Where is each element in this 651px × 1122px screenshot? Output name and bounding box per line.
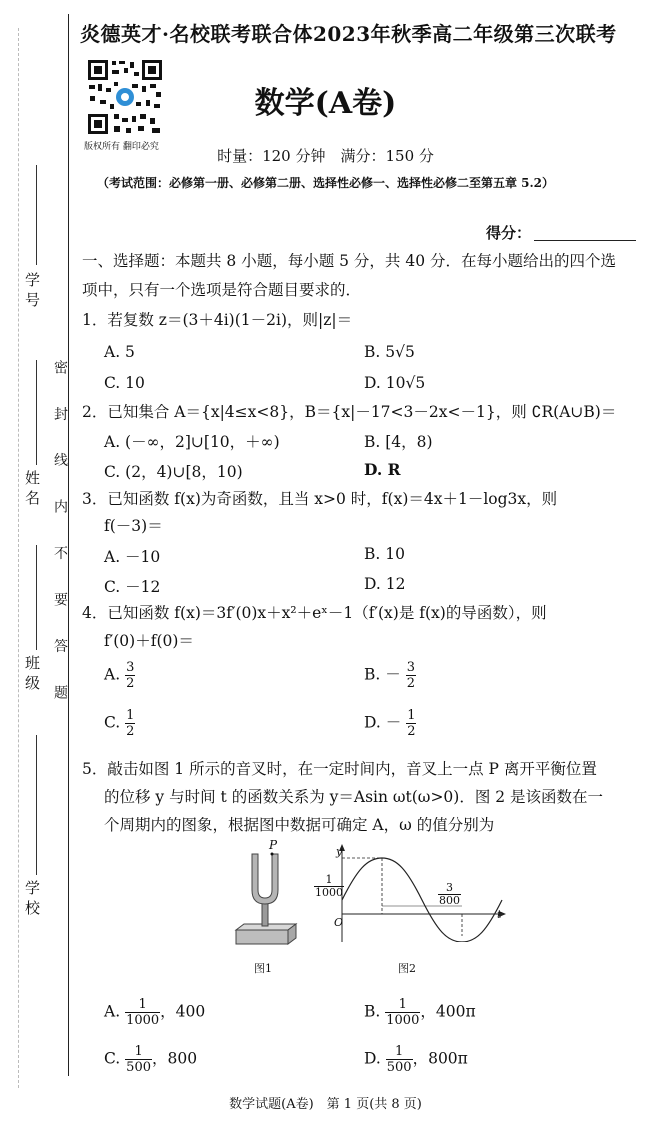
exam-title: 炎德英才·名校联考联合体2023年秋季高二年级第三次联考 [80,22,617,46]
school-label: 学 校 [23,880,41,915]
student-id-label: 学 号 [23,272,41,307]
fraction: $\frac{1}{1000}$ [386,997,420,1028]
q1-option-a[interactable]: A. 5 [104,343,135,361]
tuning-fork-figure [232,840,302,952]
question-5-stem-line2: 的位移 y 与时间 t 的函数关系为 y＝Asin ωt(ω>0)．图 2 是该函数在一 [104,788,604,806]
fraction: $\frac{1}{500}$ [126,1044,151,1075]
qr-caption: 版权所有 翻印必究 [84,142,159,152]
fraction: $\frac{1}{1000}$ [126,997,160,1028]
q1-option-b[interactable]: B. 5√5 [364,343,415,361]
question-3-stem-line1: 3．已知函数 f(x)为奇函数，且当 x>0 时，f(x)＝4x＋1－log3x，则 [82,490,558,508]
section-intro-line1: 一、选择题：本题共 8 小题，每小题 5 分，共 40 分．在每小题给出的四个选 [82,252,617,270]
class-label: 班 级 [23,655,41,690]
name-field[interactable] [36,360,37,465]
score-field[interactable] [534,240,636,241]
fraction: $\frac{3}{2}$ [126,660,135,691]
q3-option-a[interactable]: A. －10 [104,548,161,566]
class-field[interactable] [36,545,37,650]
q5-option-b[interactable]: B. $\frac{1}{1000}$ ，400π [364,997,476,1028]
point-p-marker [271,853,274,856]
figure-2-caption: 图2 [398,962,416,975]
subject-title: 数学(A卷) [254,86,397,121]
exam-meta: 时量：120 分钟 满分：150 分 [217,147,434,165]
name-label: 姓 名 [23,470,41,505]
q2-option-a[interactable]: A. (－∞，2]∪[10，＋∞) [104,433,280,451]
q3-option-c[interactable]: C. －12 [104,578,161,596]
q4-option-a[interactable]: A. $\frac{3}{2}$ [104,660,135,691]
question-4-stem-line1: 4．已知函数 f(x)＝3f′(0)x＋x²＋eˣ－1（f′(x)是 f(x)的导函数），则 [82,604,547,622]
q3-option-b[interactable]: B. 10 [364,545,405,563]
amplitude-label: $\frac{1}{1000}$ [315,873,343,899]
fraction: $\frac{1}{2}$ [407,708,416,739]
q5-option-d[interactable]: D. $\frac{1}{500}$ ，800π [364,1044,468,1075]
figure-1-caption: 图1 [254,962,272,975]
fraction: $\frac{1}{2}$ [126,708,135,739]
q1-option-c[interactable]: C. 10 [104,374,145,392]
q4-option-d[interactable]: D. － $\frac{1}{2}$ [364,708,416,739]
school-field[interactable] [36,735,37,875]
q4-option-c[interactable]: C. $\frac{1}{2}$ [104,708,135,739]
q4-option-b[interactable]: B. － $\frac{3}{2}$ [364,660,415,691]
question-4-stem-line2: f′(0)＋f(0)＝ [104,632,194,650]
period-label: $\frac{3}{800}$ [439,881,460,907]
question-5-stem-line1: 5．敲击如图 1 所示的音叉时，在一定时间内，音叉上一点 P 离开平衡位置 [82,760,597,778]
origin-label: O [334,916,344,929]
point-p-label: P [269,838,278,852]
question-2-stem: 2．已知集合 A＝{x|4≤x<8}，B＝{x|－17<3－2x<－1}，则 ∁R(A∪B)＝ [82,403,617,421]
q5-option-a[interactable]: A. $\frac{1}{1000}$ ，400 [104,997,206,1028]
q2-option-d[interactable]: D. R [364,460,401,479]
q2-option-c[interactable]: C. (2，4)∪[8，10) [104,463,243,481]
section-intro-line2: 项中，只有一个选项是符合题目要求的． [82,281,362,299]
fraction: $\frac{3}{2}$ [406,660,415,691]
question-5-stem-line3: 个周期内的图象，根据图中数据可确定 A，ω 的值分别为 [104,816,495,834]
page-footer: 数学试题(A卷) 第 1 页(共 8 页) [229,1097,422,1112]
exam-scope: （考试范围：必修第一册、必修第二册、选择性必修一、选择性必修二至第五章 5.2） [96,176,555,190]
q2-option-b[interactable]: B. [4，8) [364,433,433,451]
q1-option-d[interactable]: D. 10√5 [364,374,426,392]
q3-option-d[interactable]: D. 12 [364,575,406,593]
question-3-stem-line2: f(－3)＝ [104,517,163,535]
question-1-stem: 1．若复数 z＝(3＋4i)(1－2i)，则|z|＝ [82,311,353,329]
score-label: 得分： [486,224,532,242]
y-axis-label: y [336,845,343,858]
q5-option-c[interactable]: C. $\frac{1}{500}$ ，800 [104,1044,198,1075]
fraction: $\frac{1}{500}$ [386,1044,412,1075]
seal-notice: 密 封 线 内 不 要 答 题 [52,360,68,714]
t-axis-label: t [497,908,502,921]
